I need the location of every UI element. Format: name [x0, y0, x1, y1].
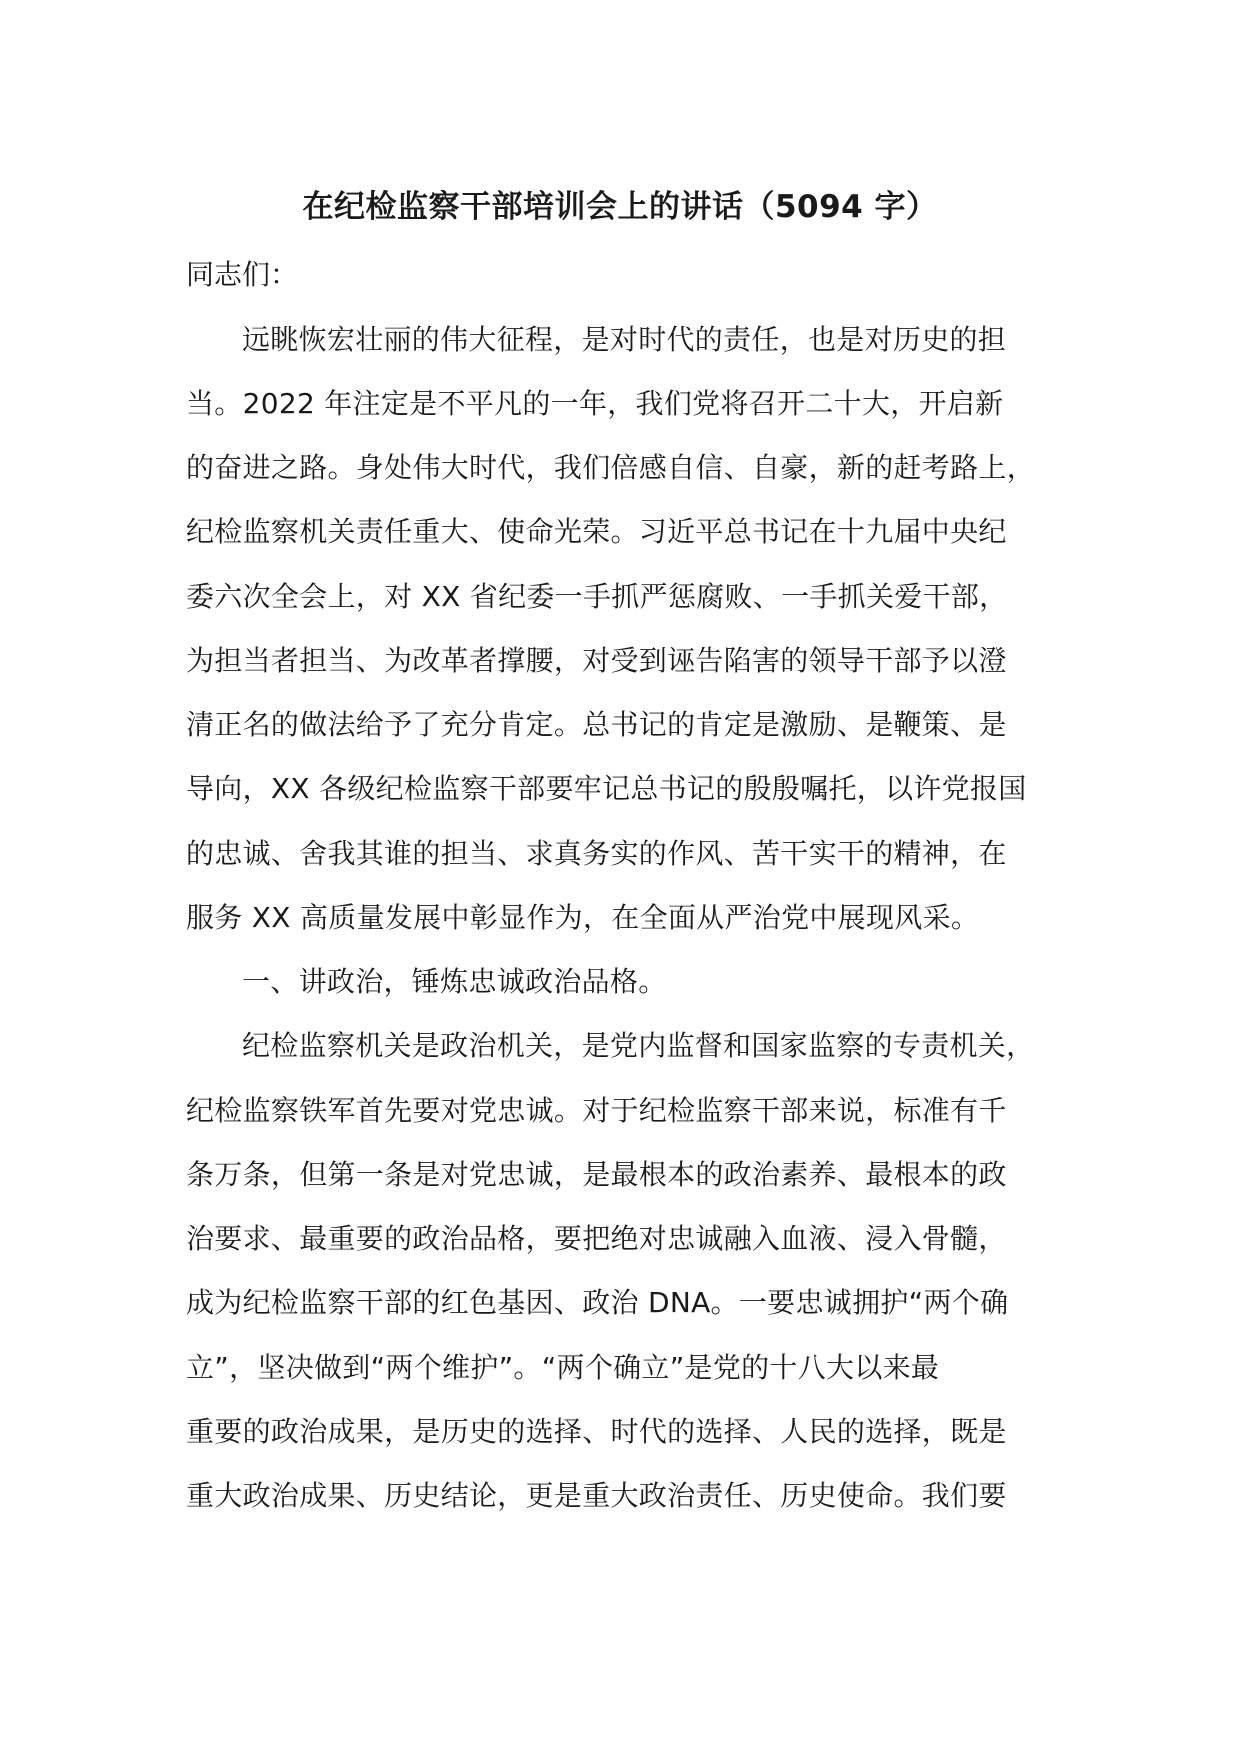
- section-heading: 一、讲政治，锤炼忠诚政治品格。: [242, 965, 667, 998]
- paragraph-1-line-1: 远眺恢宏壮丽的伟大征程，是对时代的责任，也是对历史的担: [242, 323, 1007, 356]
- paragraph-1-line-10: 服务 XX 高质量发展中彰显作为，在全面从严治党中展现风采。: [186, 901, 980, 934]
- paragraph-2-line-7: 重要的政治成果，是历史的选择、时代的选择、人民的选择，既是: [186, 1415, 1007, 1448]
- paragraph-1-line-5: 委六次全会上，对 XX 省纪委一手抓严惩腐败、一手抓关爱干部，: [186, 580, 1008, 613]
- paragraph-1-line-8: 导向，XX 各级纪检监察干部要牢记总书记的殷殷嘱托，以许党报国: [186, 772, 1027, 805]
- paragraph-2-line-5: 成为纪检监察干部的红色基因、政治 DNA。一要忠诚拥护“两个确: [186, 1286, 1009, 1319]
- paragraph-2-line-1: 纪检监察机关是政治机关，是党内监督和国家监察的专责机关，: [242, 1029, 1035, 1062]
- salutation: 同志们：: [186, 258, 299, 291]
- paragraph-2-line-3: 条万条，但第一条是对党忠诚，是最根本的政治素养、最根本的政: [186, 1158, 1007, 1191]
- paragraph-2-line-2: 纪检监察铁军首先要对党忠诚。对于纪检监察干部来说，标准有千: [186, 1094, 1007, 1127]
- paragraph-1-line-4: 纪检监察机关责任重大、使命光荣。习近平总书记在十九届中央纪: [186, 515, 1007, 548]
- paragraph-1-line-3: 的奋进之路。身处伟大时代，我们倍感自信、自豪，新的赶考路上，: [186, 451, 1036, 484]
- document-title: 在纪检监察干部培训会上的讲话（5094 字）: [302, 189, 938, 225]
- paragraph-1-line-9: 的忠诚、舍我其谁的担当、求真务实的作风、苦干实干的精神，在: [186, 837, 1007, 870]
- paragraph-1-line-7: 清正名的做法给予了充分肯定。总书记的肯定是激励、是鞭策、是: [186, 708, 1007, 741]
- paragraph-2-line-4: 治要求、最重要的政治品格，要把绝对忠诚融入血液、浸入骨髓，: [186, 1222, 1007, 1255]
- paragraph-2-line-8: 重大政治成果、历史结论，更是重大政治责任、历史使命。我们要: [186, 1479, 1007, 1512]
- paragraph-1-line-2: 当。2022 年注定是不平凡的一年，我们党将召开二十大，开启新: [186, 387, 1004, 420]
- paragraph-2-line-6: 立”，坚决做到“两个维护”。“两个确立”是党的十八大以来最: [186, 1351, 940, 1384]
- paragraph-1-line-6: 为担当者担当、为改革者撑腰，对受到诬告陷害的领导干部予以澄: [186, 644, 1007, 677]
